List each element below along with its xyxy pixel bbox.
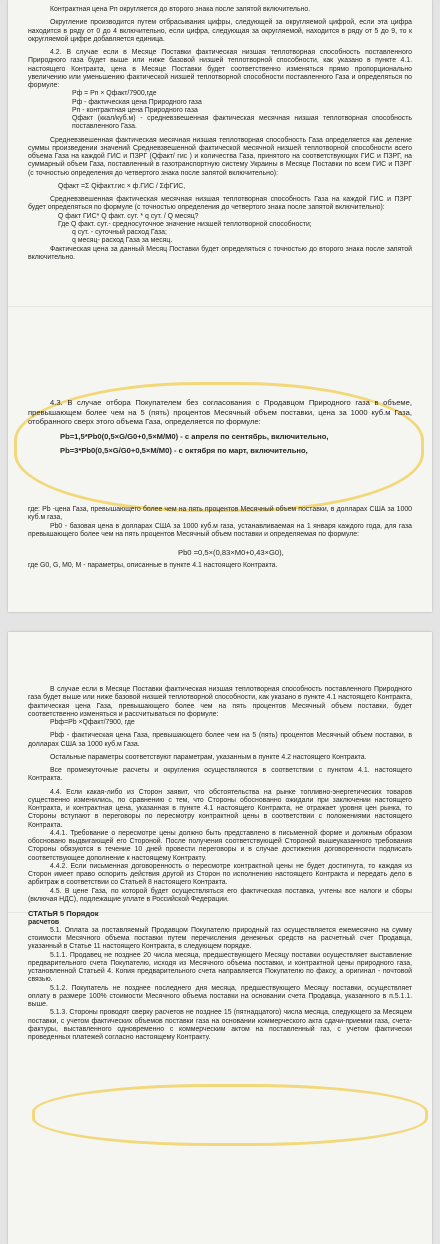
page1-top-block [28, 6, 412, 262]
highlight-ellipse [32, 1084, 428, 1146]
definition: q месяц- расход Газа за месяц. [72, 237, 173, 245]
paragraph: 4.5. В цене Газа, по которой будет осуществляться его фактическая поставка, учтены все налоги и сборы (включая НДС), подлежащие уплате в Российской Федерации. [28, 887, 412, 903]
page1-clause-4-3 [28, 398, 412, 456]
paragraph: Остальные параметры соответствуют параметрам, указанным в пункте 4.2 настоящего Контракта. [50, 753, 367, 761]
paragraph: Средневзвешенная фактическая месячная низшая теплотворная способность Газа определяется как деление суммы произведении значений Средневзвешенной фактической месячной низшей теплотворной способности всего объема Газа на каждой ГИС и ПЗРГ (Qфакт/ гис ) и количества Газа, принятого на соответствующих ГИС и ПЗРГ, на суммарный объем Газа, поставленный в газотранспортную систему Украины в Месяце Поставки по всем ГИС и ПЗРГ (с точностью определения до четвертого знака после запятой включительно): [28, 136, 412, 177]
paragraph: 5.1. Оплата за поставляемый Продавцом Покупателю природный газ осуществляется ежемесячно на сумму стоимости Месячного объема поставки путем перечисления денежных средств на расчетный счет Продавца, указанный в Статье 11 настоящего Контракта, в следующем порядке. [28, 926, 412, 951]
formula: Q факт ГИС* Q факт. сут. * q сут. / Q месяц? [58, 212, 199, 220]
paragraph: В случае если в Месяце Поставки фактическая низшая теплотворная способность поставленного Природного газа будет выше или ниже базовой низшей теплотворной способности, как указано в пункте 4.1 настоящего Контракта, фактическая цена Газа, превышающего более чем на пять процентов Месячный объем поставки, будет соответственно изменяться и рассчитываться по формуле: [28, 686, 412, 718]
definition: Qфакт (ккал/куб.м) - средневзвешенная фактическая месячная низшая теплотворная способность поставленного Газа. [72, 115, 412, 131]
paragraph: Все промежуточные расчеты и округления осуществляются в соответствии с пунктом 4.1. настоящего Контракта. [28, 767, 412, 783]
document-page-1 [8, 0, 432, 612]
article-title: СТАТЬЯ 5 Порядок [28, 909, 99, 918]
paragraph: Контрактная цена Pп округляется до второго знака после запятой включительно. [50, 6, 311, 13]
paragraph: Фактическая цена за данный Месяц Поставки будет определяться с точностью до второго знака после запятой включительно. [28, 245, 412, 261]
formula-winter: Pb=3*Pb0(0,5×G/G0+0,5×M/M0) - с октября по март, включительно, [60, 446, 308, 456]
formula: Pbф=Pb ×Qфакт/7900, где [50, 719, 135, 726]
paragraph: 4.3. В случае отбора Покупателем без согласования с Продавцом Природного газа в объеме, превышающем более чем на 5 (пять) процентов Месячный объем поставки, цена за 1000 куб.м Газа, отобранного сверх этого объема Газа, определяется по формуле: [28, 398, 412, 427]
paragraph: 5.1.3. Стороны проводят сверку расчетов не позднее 15 (пятнадцатого) числа месяца, следующего за Месяцем поставки, с учетом фактических объемов поставки газа на основании коммерческого акта сдачи-приемки газа, счета-фактуры, выставленного одновременно с коммерческим актом на поставленный газ, с учетом фактически проведенных платежей согласно настоящему Контракту. [28, 1009, 412, 1042]
document-page-2 [8, 632, 432, 1244]
formula: Qфакт =Σ Qiфакт.гис × ф.ГИС / ΣфГИС, [58, 182, 186, 190]
definition: Где Q факт. сут.- средносуточное значение низшей теплотворной способности; [58, 220, 312, 228]
definition: q сут. - суточный расход Газа; [72, 229, 167, 236]
paragraph: 4.4.2. Если письменная договоренность о пересмотре контрактной цены не будет достигнута, то каждая из Сторон имеет право оспорить действия другой из Сторон по исполнению настоящего Контракта и передать дело в арбитраж в соответствии со Статьей 8 настоящего Контракта. [28, 862, 412, 887]
paper-fold [8, 306, 432, 307]
paragraph: 4.2. В случае если в Месяце Поставки фактическая низшая теплотворная способность поставленного Природного газа будет выше или ниже базовой низшей теплотворной способности, как указано в пункте 4.1. настоящего Контракта, цена в Месяце Поставки будет соответственно изменяться прямо пропорционально увеличению или уменьшению фактической низшей теплотворной способности поставленного Газа и определяться по формуле: [28, 49, 412, 89]
paragraph: Округление производится путем отбрасывания цифры, следующей за округляемой цифрой, если эта цифра находится в ряду от 0 до 4 включительно, если цифра, следующая за округляемой, находится в ряду от 5 до 9, то к округляемой цифре добавляется единица. [28, 19, 412, 43]
article-subtitle: расчетов [28, 918, 60, 926]
paragraph: 4.4. Если какая-либо из Сторон заявит, что обстоятельства на рынке топливно-энергетических товаров существенно изменились, по сравнению с тем, что Стороны обоснованно ожидали при заключении настоящего Контракта, и контрактная цена, указанная в пункте 4.1 настоящего Контракта, не отражает уровня цен рынка, то Стороны вступают в переговоры по пересмотру контрактной цены в соответствии с положениями настоящего Контракта. [28, 788, 412, 829]
formula: Pф = Pп × Qфакт/7900,где [72, 90, 157, 98]
definition: Pbф - фактическая цена Газа, превышающего более чем на 5 (пять) процентов Месячный объем поставки, в долларах США за 1000 куб.м Газа. [28, 732, 412, 748]
definition: Pb0 - базовая цена в долларах США за 1000 куб.м газа, устанавливаемая на 1 января каждого года, для газа превышающего более чем на пять процентов Месячный объем поставки и определяемая по формуле: [28, 522, 412, 538]
page2-top-block [28, 686, 412, 1042]
paragraph: Средневзвешенная фактическая месячная низшая теплотворная способность Газа на каждой ГИС и ПЗРГ будет определяться по формуле (с точностью определения до четвертого знака после запятой включительно): [28, 196, 412, 212]
definition: Pф - фактическая цена Природного газа [72, 98, 202, 106]
formula-summer: Pb=1,5*Pb0(0,5×G/G0+0,5×M/M0) - с апреля по сентябрь, включительно, [60, 431, 329, 441]
paragraph: 5.1.1. Продавец не позднее 20 числа месяца, предшествующего Месяцу поставки осуществляет выставление предварительного счета Покупателю, исходя из Месячного объема поставки, и контрактной цены природного газа, установленной Статьей 4. Копия предварительного счета направляется Покупателю по факсу, а оригинал - почтовой связью. [28, 951, 412, 984]
definition: где G0, G, M0, M - параметры, описанные в пункте 4.1 настоящего Контракта. [28, 562, 278, 570]
formula: Pb0 =0,5×(0,83×M0+0,43×G0), [178, 548, 284, 557]
paragraph: 4.4.1. Требование о пересмотре цены должно быть представлено в письменной форме и должным образом обосновано выдвигающей его Стороной. После получения соответствующей Стороной вышеуказанного требования Стороны обязуются в течение 10 дней провести переговоры и в случае достижения договоренности подписать соответствующее дополнение к настоящему Контракту. [28, 829, 412, 862]
definition: Pп - контрактная цена Природного газа [72, 106, 198, 114]
paragraph: 5.1.2. Покупатель не позднее последнего дня месяца, предшествующего Месяцу поставки, осуществляет оплату в размере 100% стоимости Месячного объема поставки на основании счета Продавца, указанного в п.5.1.1. выше. [28, 984, 412, 1009]
page1-bottom-block [28, 506, 412, 571]
definition: где: Pb -цена Газа, превышающего более чем на пять процентов Месячный объем поставки, в долларах США за 1000 куб.м газа, [28, 506, 412, 522]
